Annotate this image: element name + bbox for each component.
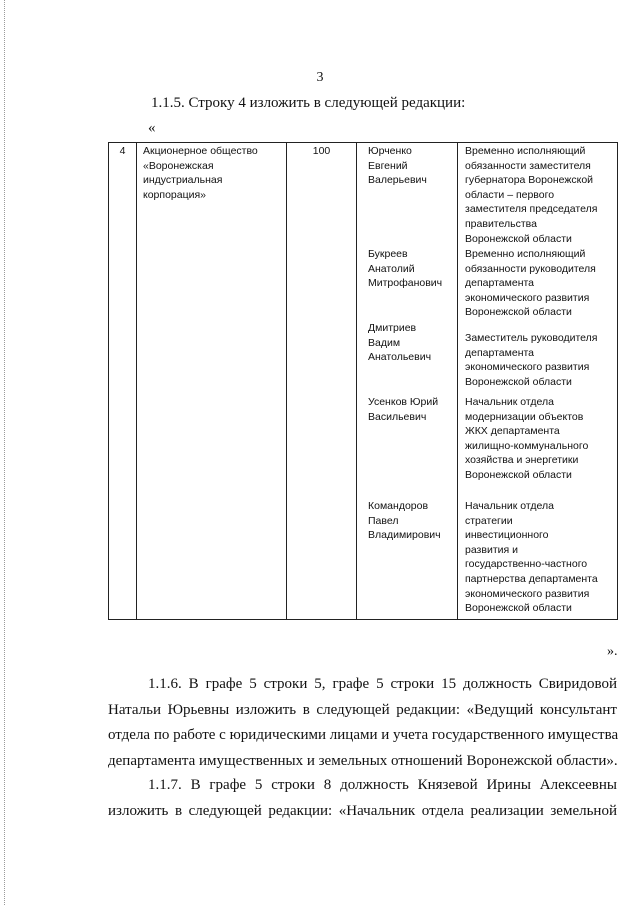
member-position-block [465, 331, 615, 395]
share-value: 100 [312, 145, 331, 157]
binding-margin-line [4, 0, 5, 905]
member-name-line: Владимирович [368, 529, 441, 542]
member-position-line: Временно исполняющий [465, 145, 586, 157]
member-position-line: Заместитель руководителя [465, 332, 598, 344]
member-name-block [368, 499, 453, 619]
closing-quote: ». [607, 644, 618, 659]
member-positions-cell [458, 143, 618, 620]
organization-cell [137, 143, 287, 620]
member-name-line: Павел [368, 514, 399, 527]
paragraph-1-1-6 [108, 672, 617, 774]
member-position-block [465, 144, 615, 247]
organization-line: «Воронежская [143, 159, 214, 172]
member-position-line: губернатора Воронежской [465, 174, 594, 187]
member-position-line: стратегии [465, 514, 513, 527]
paragraph-1-1-7 [108, 773, 617, 824]
member-position-line: правительства [465, 217, 537, 230]
paragraph-line: 1.1.6. В графе 5 строки 5, графе 5 строки 15 должность Свиридовой [148, 676, 617, 692]
opening-quote: « [148, 120, 156, 136]
page-number: 3 [316, 70, 324, 85]
table-row [109, 143, 618, 620]
member-position-line: развития и [465, 543, 518, 556]
member-position-line: Временно исполняющий [465, 248, 586, 260]
member-position-block [465, 395, 615, 499]
member-position-line: жилищно-коммунального [465, 439, 589, 452]
member-name-block [368, 247, 453, 321]
member-position-line: Воронежской области [465, 306, 572, 319]
member-position-line: Воронежской области [465, 232, 572, 245]
paragraph-line: 1.1.7. В графе 5 строки 8 должность Князевой Ирины Алексеевны [148, 777, 617, 793]
member-name-block [368, 395, 453, 499]
organization-line: корпорация» [143, 188, 206, 201]
member-name-line: Букреев [368, 248, 408, 260]
member-name-line: Командоров [368, 500, 429, 512]
member-position-line: экономического развития [465, 361, 590, 374]
member-position-block [465, 499, 615, 619]
row-number: 4 [119, 145, 126, 157]
member-position-line: департамента [465, 277, 535, 290]
member-name-line: Евгений [368, 159, 408, 172]
row-number-cell [109, 143, 137, 620]
member-position-line: Начальник отдела [465, 500, 554, 512]
member-name-line: Дмитриев [368, 322, 417, 334]
member-position-line: хозяйства и энергетики [465, 454, 579, 467]
member-position-line: модернизации объектов [465, 410, 584, 423]
member-position-line: Воронежской области [465, 375, 572, 388]
member-position-line: экономического развития [465, 587, 590, 600]
member-name-line: Васильевич [368, 410, 427, 423]
paragraph-line: отдела по работе с юридическими лицами и учета государственного имущества [108, 727, 619, 743]
member-name-line: Вадим [368, 336, 401, 349]
member-name-block [368, 321, 453, 395]
member-position-line: экономического развития [465, 291, 590, 304]
section-heading: 1.1.5. Строку 4 изложить в следующей редакции: [151, 95, 466, 111]
member-name-line: Валерьевич [368, 174, 427, 187]
member-position-block [465, 247, 615, 331]
member-position-line: инвестиционного [465, 529, 549, 542]
member-position-line: государственно-частного [465, 558, 588, 571]
paragraph-line: изложить в следующей редакции: «Начальник отдела реализации земельной [108, 802, 617, 819]
member-name-line: Усенков Юрий [368, 396, 439, 408]
member-position-line: департамента [465, 346, 535, 359]
member-position-line: Начальник отдела [465, 396, 554, 408]
board-members-table [108, 142, 618, 620]
member-names-cell [357, 143, 458, 620]
paragraph-line: Натальи Юрьевны изложить в следующей редакции: «Ведущий консультант [108, 701, 617, 718]
member-position-line: обязанности заместителя [465, 159, 591, 172]
member-position-line: Воронежской области [465, 602, 572, 615]
member-name-block [368, 144, 453, 247]
member-name-line: Митрофанович [368, 277, 443, 290]
member-position-line: обязанности руководителя [465, 262, 596, 275]
member-position-line: заместителя председателя [465, 203, 598, 216]
organization-line: Акционерное общество [143, 145, 258, 157]
member-position-line: ЖКХ департамента [465, 425, 560, 438]
member-position-line: области – первого [465, 188, 555, 201]
member-name-line: Анатольевич [368, 351, 432, 364]
member-position-line: Воронежской области [465, 468, 572, 481]
share-cell [287, 143, 357, 620]
organization-line: индустриальная [143, 174, 223, 187]
paragraph-line: департамента имущественных и земельных отношений Воронежской области». [108, 752, 618, 769]
member-name-line: Анатолий [368, 262, 415, 275]
member-position-line: партнерства департамента [465, 572, 598, 585]
member-name-line: Юрченко [368, 145, 412, 157]
